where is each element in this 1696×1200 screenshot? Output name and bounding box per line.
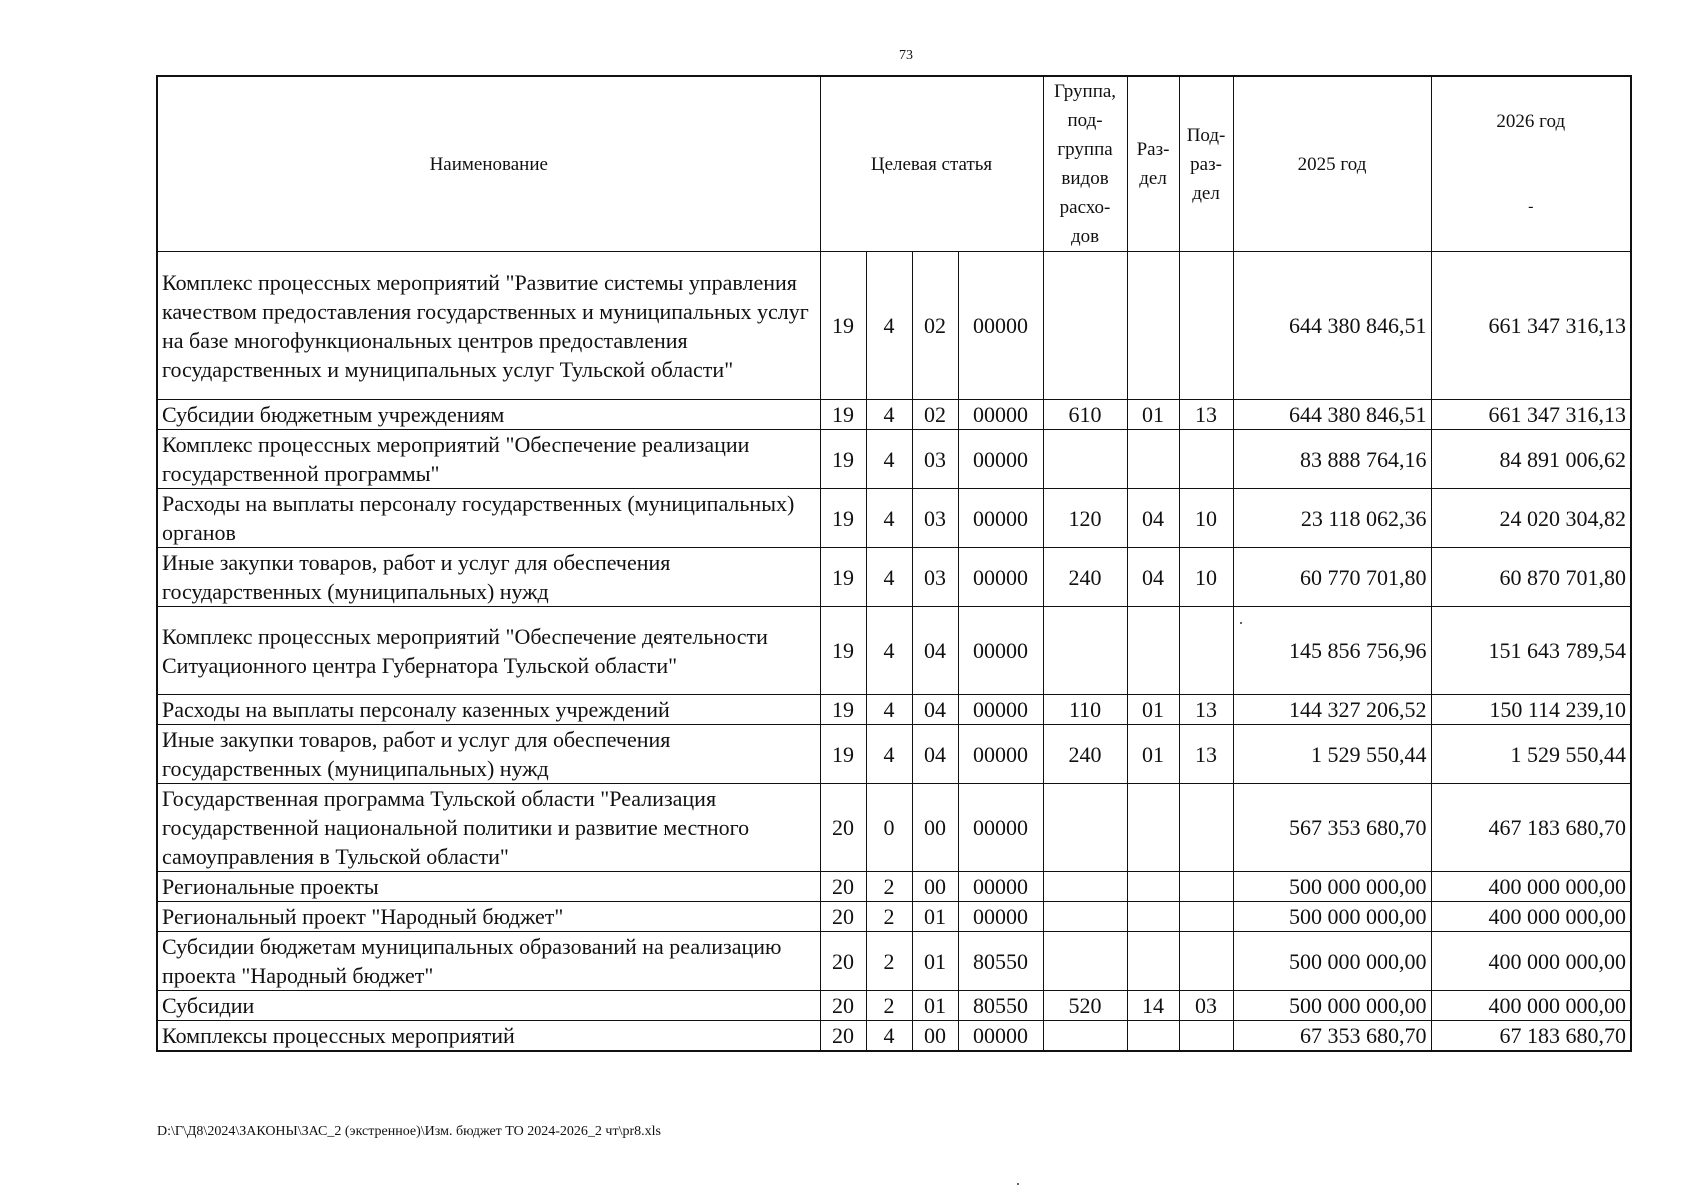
amount-2025: 500 000 000,00 (1233, 932, 1431, 991)
expense-group: 240 (1043, 725, 1127, 784)
expense-group (1043, 932, 1127, 991)
code-program: 20 (820, 991, 866, 1021)
header-group-line: дов (1070, 226, 1100, 247)
code-direction: 80550 (958, 932, 1043, 991)
amount-2026: 24 020 304,82 (1431, 489, 1631, 548)
header-target-article: Целевая статья (820, 76, 1043, 252)
header-subsection (1179, 76, 1233, 252)
subsection: 13 (1179, 400, 1233, 430)
table-row (157, 607, 1631, 695)
code-direction: 00000 (958, 725, 1043, 784)
row-name: Региональный проект "Народный бюджет" (157, 902, 820, 932)
table-row (157, 784, 1631, 872)
code-program: 19 (820, 548, 866, 607)
header-group-line: видов (1061, 168, 1109, 189)
subsection (1179, 872, 1233, 902)
code-type: 4 (866, 548, 912, 607)
subsection (1179, 607, 1233, 695)
code-subprogram: 04 (912, 695, 958, 725)
section: 14 (1127, 991, 1179, 1021)
section (1127, 932, 1179, 991)
amount-2025: 60 770 701,80 (1233, 548, 1431, 607)
header-subsection-line: Под- (1186, 124, 1226, 146)
code-type: 0 (866, 784, 912, 872)
code-subprogram: 03 (912, 489, 958, 548)
expense-group (1043, 784, 1127, 872)
code-subprogram: 03 (912, 430, 958, 489)
code-subprogram: 01 (912, 991, 958, 1021)
table-row (157, 489, 1631, 548)
section (1127, 784, 1179, 872)
code-type: 2 (866, 872, 912, 902)
amount-2025: 644 380 846,51 (1233, 400, 1431, 430)
subsection (1179, 932, 1233, 991)
amount-2025: 23 118 062,36 (1233, 489, 1431, 548)
code-direction: 00000 (958, 1021, 1043, 1052)
amount-2025: 145 856 756,96 (1233, 607, 1431, 695)
header-group-line: Группа, (1054, 81, 1117, 102)
row-name: Региональные проекты (157, 872, 820, 902)
code-type: 4 (866, 1021, 912, 1052)
code-program: 19 (820, 607, 866, 695)
amount-2025: 644 380 846,51 (1233, 252, 1431, 400)
row-name: Иные закупки товаров, работ и услуг для обеспечения государственных (муниципальных) нужд (157, 725, 820, 784)
budget-table (156, 75, 1632, 1052)
code-direction: 00000 (958, 784, 1043, 872)
code-type: 2 (866, 991, 912, 1021)
amount-2026: 467 183 680,70 (1431, 784, 1631, 872)
code-subprogram: 04 (912, 607, 958, 695)
code-type: 4 (866, 252, 912, 400)
code-subprogram: 02 (912, 400, 958, 430)
row-name: Иные закупки товаров, работ и услуг для обеспечения государственных (муниципальных) нужд (157, 548, 820, 607)
expense-group (1043, 607, 1127, 695)
code-direction: 00000 (958, 695, 1043, 725)
table-row (157, 252, 1631, 400)
page-number: 73 (899, 48, 913, 63)
code-type: 4 (866, 607, 912, 695)
row-name: Комплексы процессных мероприятий (157, 1021, 820, 1052)
row-name: Комплекс процессных мероприятий "Обеспечение реализации государственной программы" (157, 430, 820, 489)
code-direction: 80550 (958, 991, 1043, 1021)
header-section-line: дел (1139, 168, 1167, 189)
subsection (1179, 784, 1233, 872)
stray-dot-mark (1017, 1183, 1019, 1185)
section: 04 (1127, 489, 1179, 548)
subsection: 13 (1179, 725, 1233, 784)
section: 01 (1127, 725, 1179, 784)
code-program: 20 (820, 1021, 866, 1052)
amount-2025: 500 000 000,00 (1233, 902, 1431, 932)
code-program: 19 (820, 430, 866, 489)
code-direction: 00000 (958, 607, 1043, 695)
expense-group: 110 (1043, 695, 1127, 725)
code-type: 4 (866, 489, 912, 548)
code-subprogram: 02 (912, 252, 958, 400)
table-row (157, 902, 1631, 932)
amount-2026: 400 000 000,00 (1431, 872, 1631, 902)
amount-2026: 1 529 550,44 (1431, 725, 1631, 784)
section (1127, 1021, 1179, 1052)
code-direction: 00000 (958, 872, 1043, 902)
code-subprogram: 04 (912, 725, 958, 784)
table-row (157, 991, 1631, 1021)
header-group-line: под- (1067, 110, 1103, 131)
amount-2026: 151 643 789,54 (1431, 607, 1631, 695)
header-section-line: Раз- (1136, 139, 1170, 160)
row-name: Расходы на выплаты персоналу государственных (муниципальных) органов (157, 489, 820, 548)
amount-2025: 1 529 550,44 (1233, 725, 1431, 784)
table-row (157, 548, 1631, 607)
code-subprogram: 01 (912, 932, 958, 991)
amount-2025: 83 888 764,16 (1233, 430, 1431, 489)
code-program: 19 (820, 489, 866, 548)
code-program: 19 (820, 252, 866, 400)
amount-2026: 661 347 316,13 (1431, 252, 1631, 400)
code-subprogram: 01 (912, 902, 958, 932)
amount-2025: 67 353 680,70 (1233, 1021, 1431, 1052)
subsection: 03 (1179, 991, 1233, 1021)
header-year-2025: 2025 год (1233, 76, 1431, 252)
amount-2026: 661 347 316,13 (1431, 400, 1631, 430)
amount-2026: 60 870 701,80 (1431, 548, 1631, 607)
code-program: 20 (820, 932, 866, 991)
section (1127, 430, 1179, 489)
code-program: 19 (820, 400, 866, 430)
code-direction: 00000 (958, 430, 1043, 489)
header-group-line: расхо- (1059, 197, 1111, 218)
table-row (157, 725, 1631, 784)
header-subsection-line: дел (1192, 182, 1220, 204)
amount-2026: 67 183 680,70 (1431, 1021, 1631, 1052)
amount-2026: 400 000 000,00 (1431, 902, 1631, 932)
code-type: 4 (866, 400, 912, 430)
code-type: 2 (866, 932, 912, 991)
subsection (1179, 430, 1233, 489)
code-subprogram: 00 (912, 784, 958, 872)
code-direction: 00000 (958, 489, 1043, 548)
expense-group: 240 (1043, 548, 1127, 607)
section (1127, 252, 1179, 400)
code-direction: 00000 (958, 252, 1043, 400)
subsection: 13 (1179, 695, 1233, 725)
expense-group (1043, 430, 1127, 489)
header-group-line: группа (1057, 139, 1113, 160)
code-program: 19 (820, 695, 866, 725)
header-year-2026 (1431, 76, 1631, 252)
header-subsection-line: раз- (1190, 153, 1222, 175)
section (1127, 872, 1179, 902)
expense-group: 520 (1043, 991, 1127, 1021)
header-group (1043, 76, 1127, 252)
amount-2025: 567 353 680,70 (1233, 784, 1431, 872)
subsection: 10 (1179, 489, 1233, 548)
expense-group (1043, 902, 1127, 932)
row-name: Субсидии бюджетам муниципальных образований на реализацию проекта "Народный бюджет" (157, 932, 820, 991)
row-name: Комплекс процессных мероприятий "Обеспечение деятельности Ситуационного центра Губернатора Тульской области" (157, 607, 820, 695)
code-subprogram: 00 (912, 1021, 958, 1052)
section: 01 (1127, 400, 1179, 430)
expense-group (1043, 252, 1127, 400)
stray-dot-mark (1240, 622, 1242, 624)
amount-2025: 144 327 206,52 (1233, 695, 1431, 725)
row-name: Государственная программа Тульской области "Реализация государственной национальной политики и развитие местного самоуправления в Тульской области" (157, 784, 820, 872)
amount-2025: 500 000 000,00 (1233, 872, 1431, 902)
table-row (157, 430, 1631, 489)
row-name: Комплекс процессных мероприятий "Развитие системы управления качеством предоставления государственных и муниципальных услуг на базе многофункциональных центров предоставления государственных и муниципальных услуг Тульской области" (157, 252, 820, 400)
code-subprogram: 00 (912, 872, 958, 902)
section (1127, 902, 1179, 932)
code-program: 20 (820, 784, 866, 872)
section: 04 (1127, 548, 1179, 607)
table-row (157, 872, 1631, 902)
header-dash-mark: - (1528, 198, 1534, 215)
amount-2026: 400 000 000,00 (1431, 932, 1631, 991)
expense-group: 610 (1043, 400, 1127, 430)
expense-group: 120 (1043, 489, 1127, 548)
amount-2026: 400 000 000,00 (1431, 991, 1631, 1021)
code-type: 4 (866, 725, 912, 784)
amount-2026: 84 891 006,62 (1431, 430, 1631, 489)
row-name: Расходы на выплаты персоналу казенных учреждений (157, 695, 820, 725)
code-direction: 00000 (958, 902, 1043, 932)
table-row (157, 932, 1631, 991)
code-subprogram: 03 (912, 548, 958, 607)
code-program: 19 (820, 725, 866, 784)
expense-group (1043, 872, 1127, 902)
table-row (157, 1021, 1631, 1052)
section (1127, 607, 1179, 695)
header-name: Наименование (157, 76, 820, 252)
header-section (1127, 76, 1179, 252)
subsection: 10 (1179, 548, 1233, 607)
footer-file-path: D:\Г\Д8\2024\ЗАКОНЫ\ЗАС_2 (экстренное)\Изм. бюджет ТО 2024-2026_2 чт\pr8.xls (157, 1124, 661, 1139)
row-name: Субсидии (157, 991, 820, 1021)
code-type: 2 (866, 902, 912, 932)
table-header-row (157, 76, 1631, 252)
amount-2025: 500 000 000,00 (1233, 991, 1431, 1021)
table-row (157, 695, 1631, 725)
subsection (1179, 902, 1233, 932)
table-body (157, 252, 1631, 1052)
table-row (157, 400, 1631, 430)
expense-group (1043, 1021, 1127, 1052)
section: 01 (1127, 695, 1179, 725)
subsection (1179, 1021, 1233, 1052)
code-program: 20 (820, 902, 866, 932)
code-direction: 00000 (958, 548, 1043, 607)
code-program: 20 (820, 872, 866, 902)
row-name: Субсидии бюджетным учреждениям (157, 400, 820, 430)
header-year-2026-label: 2026 год (1496, 111, 1566, 132)
code-direction: 00000 (958, 400, 1043, 430)
subsection (1179, 252, 1233, 400)
code-type: 4 (866, 430, 912, 489)
amount-2026: 150 114 239,10 (1431, 695, 1631, 725)
code-type: 4 (866, 695, 912, 725)
